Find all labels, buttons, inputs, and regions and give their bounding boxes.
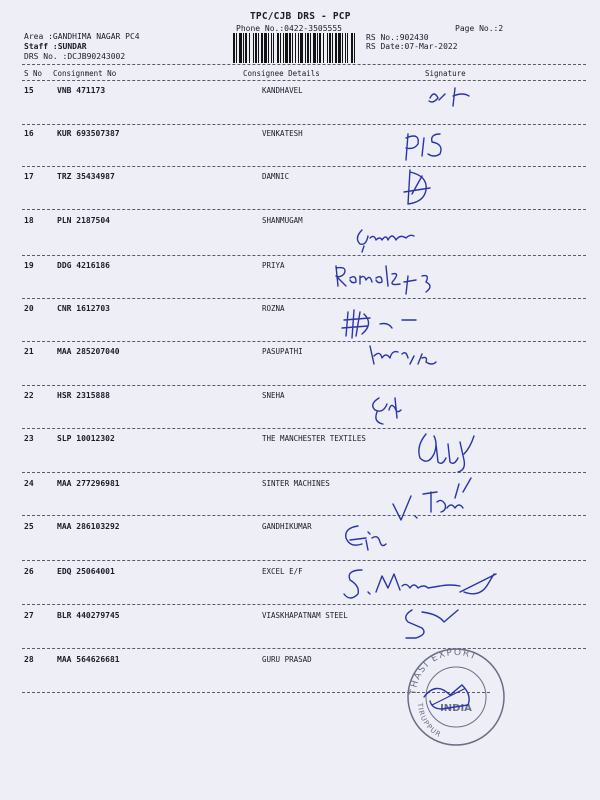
row-consignee: THE MANCHESTER TEXTILES <box>262 434 366 443</box>
area-field: Area :GANDHIMA NAGAR PC4 <box>24 32 140 41</box>
row-consignee: PASUPATHI <box>262 347 303 356</box>
row-consignment: MAA 286103292 <box>57 522 120 531</box>
signature-image <box>338 520 388 556</box>
row-consignment: TRZ 35434987 <box>57 172 115 181</box>
row-consignee: ROZNA <box>262 304 285 313</box>
row-divider <box>22 515 586 516</box>
row-consignee: SINTER MACHINES <box>262 479 330 488</box>
row-consignee: KANDHAVEL <box>262 86 303 95</box>
row-consignee: EXCEL E/F <box>262 567 303 576</box>
row-sno: 15 <box>24 86 34 95</box>
row-consignment: DDG 4216186 <box>57 261 110 270</box>
signature-image <box>365 392 415 428</box>
row-consignment: EDQ 25064001 <box>57 567 115 576</box>
signature-image <box>340 562 500 608</box>
drs-number: DRS No. :DCJB90243002 <box>24 52 126 61</box>
row-consignment: MAA 285207040 <box>57 347 120 356</box>
row-divider <box>22 166 586 167</box>
row-sno: 27 <box>24 611 34 620</box>
page-number: Page No.:2 <box>455 24 504 33</box>
row-sno: 23 <box>24 434 34 443</box>
sheet-title: TPC/CJB DRS - PCP <box>250 11 351 22</box>
signature-image <box>400 128 455 164</box>
row-divider <box>22 560 586 561</box>
row-consignee: GANDHIKUMAR <box>262 522 312 531</box>
row-sno: 18 <box>24 216 34 225</box>
row-divider <box>22 604 586 605</box>
row-sno: 16 <box>24 129 34 138</box>
row-consignment: MAA 277296981 <box>57 479 120 488</box>
row-divider <box>22 472 586 473</box>
row-divider <box>22 298 586 299</box>
signature-image <box>340 306 440 372</box>
column-header-details: Consignee Details <box>243 69 320 78</box>
row-consignee: SNEHA <box>262 391 285 400</box>
row-sno: 19 <box>24 261 34 270</box>
row-consignee: GURU PRASAD <box>262 655 312 664</box>
phone-number: Phone No.:0422-3505555 <box>236 24 342 33</box>
row-divider <box>22 385 586 386</box>
signature-image <box>385 472 475 528</box>
row-sno: 20 <box>24 304 34 313</box>
stamp-text-center: INDIA <box>440 703 472 714</box>
row-consignment: PLN 2187504 <box>57 216 110 225</box>
stamp-text-bottom: TIRUPPUR <box>415 702 443 740</box>
row-sno: 25 <box>24 522 34 531</box>
row-consignment: MAA 564626681 <box>57 655 120 664</box>
row-consignee: DAMNIC <box>262 172 290 181</box>
divider <box>22 64 586 65</box>
row-consignee: PRIYA <box>262 261 285 270</box>
svg-text:THASI EXPORT <box>409 648 479 696</box>
row-divider <box>22 124 586 125</box>
row-consignee: VENKATESH <box>262 129 303 138</box>
signature-image <box>400 166 445 210</box>
row-divider <box>22 255 586 256</box>
barcode-image <box>233 33 357 63</box>
row-sno: 21 <box>24 347 34 356</box>
row-sno: 26 <box>24 567 34 576</box>
signature-image <box>398 604 468 648</box>
row-consignment: HSR 2315888 <box>57 391 110 400</box>
column-header-signature: Signature <box>425 69 466 78</box>
row-consignment: BLR 440279745 <box>57 611 120 620</box>
row-consignment: CNR 1612703 <box>57 304 110 313</box>
signature-image <box>352 222 417 254</box>
signature-image <box>412 418 482 476</box>
row-sno: 17 <box>24 172 34 181</box>
signature-image <box>425 84 475 114</box>
row-sno: 22 <box>24 391 34 400</box>
column-header-sno: S No <box>24 69 43 78</box>
company-stamp-image <box>402 645 510 745</box>
row-sno: 28 <box>24 655 34 664</box>
row-sno: 24 <box>24 479 34 488</box>
row-divider <box>22 428 586 429</box>
stamp-text-top: THASI EXPORT <box>408 647 479 696</box>
row-consignment: SLP 10012302 <box>57 434 115 443</box>
row-divider <box>22 341 586 342</box>
rs-number: RS No.:902430 <box>366 33 429 42</box>
divider <box>22 80 586 81</box>
row-consignment: VNB 471173 <box>57 86 106 95</box>
rs-date: RS Date:07-Mar-2022 <box>366 42 458 51</box>
row-divider <box>22 209 586 210</box>
svg-text:TIRUPPUR <box>416 702 443 740</box>
row-consignee: VIASKHAPATNAM STEEL <box>262 611 348 620</box>
staff-field: Staff :SUNDAR <box>24 42 87 51</box>
signature-image <box>330 260 445 300</box>
column-header-consignment: Consignment No <box>53 69 117 78</box>
row-consignee: SHANMUGAM <box>262 216 303 225</box>
row-consignment: KUR 693507387 <box>57 129 120 138</box>
